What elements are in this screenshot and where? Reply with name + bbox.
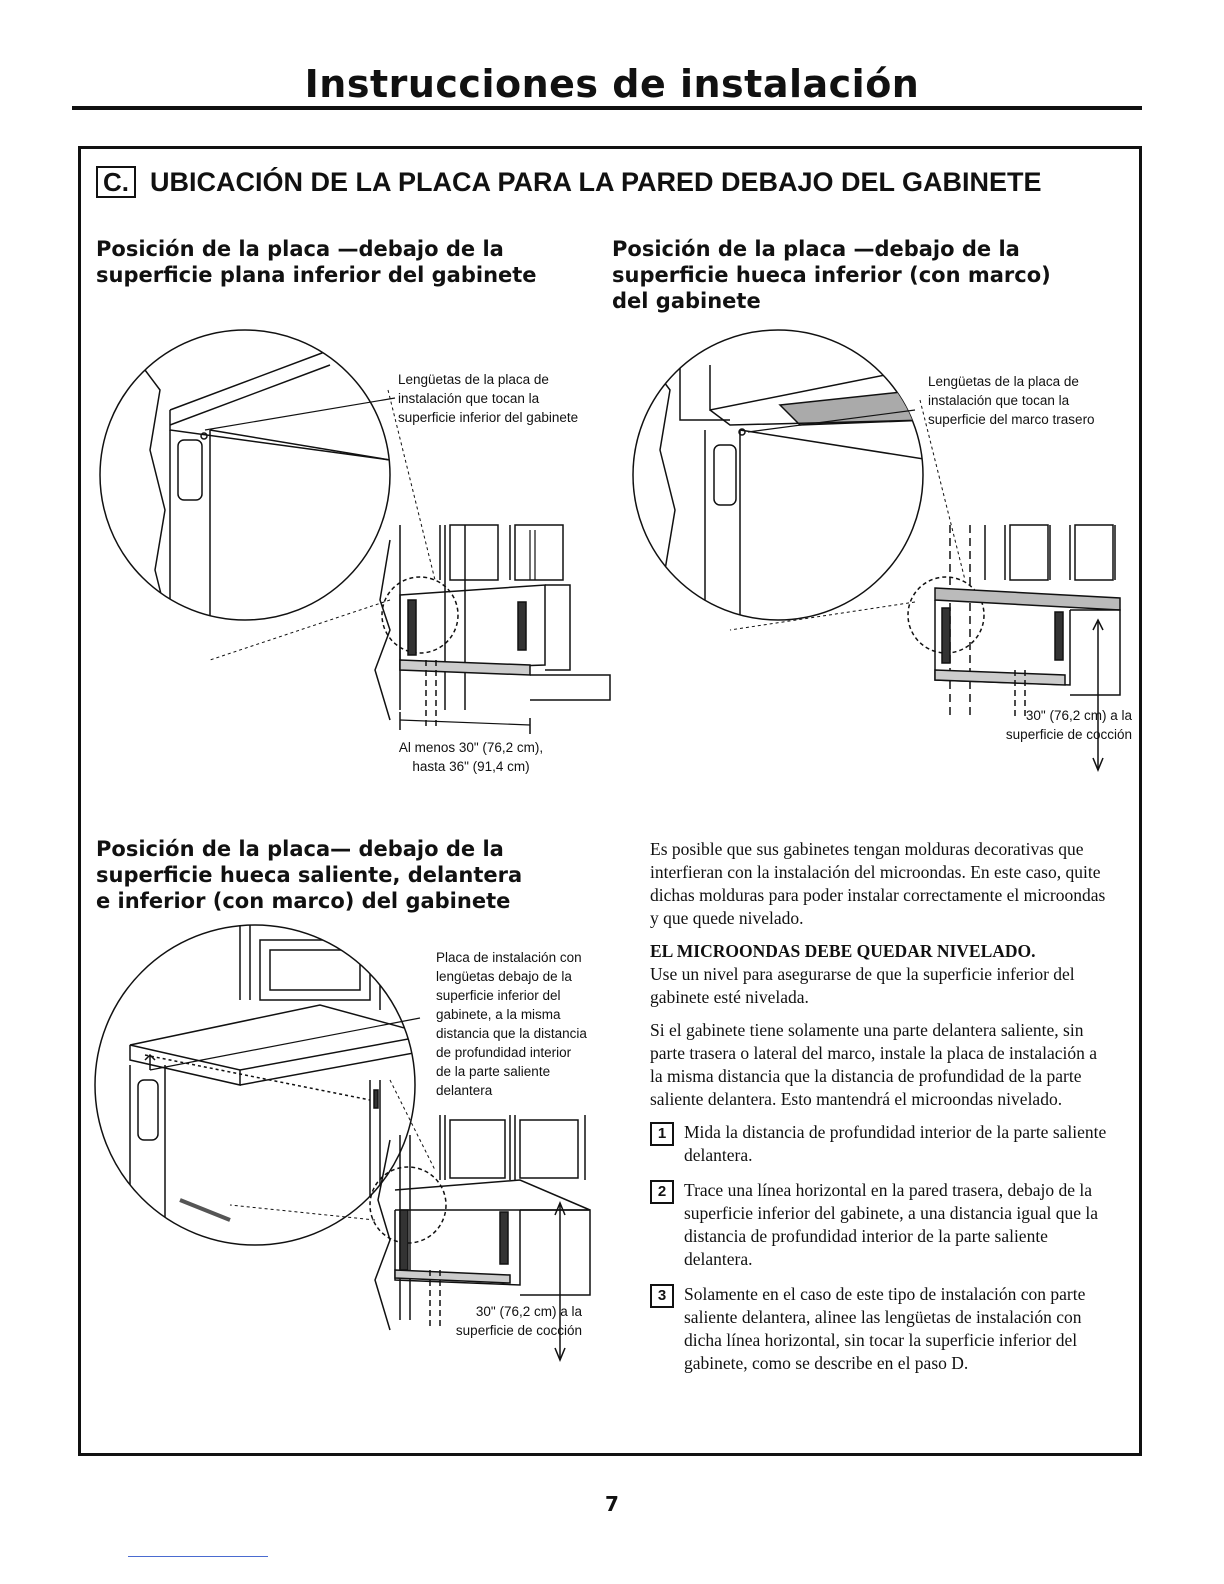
callout-line: superficie inferior del gabinete xyxy=(398,410,579,425)
section-letter: C. xyxy=(96,166,136,198)
page-number: 7 xyxy=(605,1492,619,1516)
step-text: Mida la distancia de profundidad interior de la parte saliente delantera. xyxy=(684,1122,1107,1165)
heading-line: superficie hueca inferior (con marco) xyxy=(612,263,1051,287)
dimension-label-30-36 xyxy=(386,738,556,776)
step-number: 1 xyxy=(650,1122,674,1146)
step-1 xyxy=(650,1121,1110,1167)
step-text: Solamente en el caso de este tipo de instalación con parte saliente delantera, alinee las lengüetas de instalación con dicha línea horizontal, sin tocar la superficie inferior del gabinete, como se describe en el paso D. xyxy=(684,1284,1086,1373)
callout-line: delantera xyxy=(436,1083,493,1098)
heading-line: superficie plana inferior del gabinete xyxy=(96,263,537,287)
callout-line: de la parte saliente xyxy=(436,1064,551,1079)
dimension-line: 30" (76,2 cm) a la xyxy=(475,1304,582,1319)
heading-line: Posición de la placa —debajo de la xyxy=(612,237,1020,261)
dimension-line: 30" (76,2 cm) a la xyxy=(1025,708,1132,723)
callout-plate-front-overhang xyxy=(436,948,587,1100)
callout-line: de profundidad interior xyxy=(436,1045,572,1060)
callout-line: Lengüetas de la placa de xyxy=(398,372,549,387)
callout-line: instalación que tocan la xyxy=(398,391,540,406)
step-number: 2 xyxy=(650,1180,674,1204)
dimension-line: hasta 36" (91,4 cm) xyxy=(412,759,530,774)
dimension-label-30-cooktop-3 xyxy=(432,1302,582,1340)
section-heading xyxy=(96,166,1042,198)
dimension-line: Al menos 30" (76,2 cm), xyxy=(398,740,544,755)
subsection-1-heading xyxy=(96,236,537,288)
intro-paragraph: Es posible que sus gabinetes tengan molduras decorativas que interfieran con la instalación del microondas. En este caso, quite dichas molduras para poder instalar correctamente el microondas y que quede nivelado. xyxy=(650,839,1106,928)
callout-tabs-bottom-surface xyxy=(398,370,578,427)
heading-line: del gabinete xyxy=(612,289,761,313)
level-heading: EL MICROONDAS DEBE QUEDAR NIVELADO. xyxy=(650,941,1036,961)
dimension-line: superficie de cocción xyxy=(1005,727,1132,742)
subsection-2-heading xyxy=(612,236,1051,314)
front-only-paragraph: Si el gabinete tiene solamente una parte delantera saliente, sin parte trasera o lateral del marco, instale la placa de instalación a la misma distancia que la distancia de profundidad de la parte saliente delantera. Esto mantendrá el microondas nivelado. xyxy=(650,1020,1097,1109)
callout-line: gabinete, a la misma xyxy=(436,1007,561,1022)
dimension-label-30-cooktop xyxy=(982,706,1132,744)
callout-leader-line xyxy=(205,398,395,430)
heading-line: superficie hueca saliente, delantera xyxy=(96,863,523,887)
heading-line: Posición de la placa —debajo de la xyxy=(96,237,504,261)
callout-line: superficie inferior del xyxy=(436,988,561,1003)
heading-line: e inferior (con marco) del gabinete xyxy=(96,889,511,913)
body-text xyxy=(650,838,1110,1387)
section-title: UBICACIÓN DE LA PLACA PARA LA PARED DEBAJO DEL GABINETE xyxy=(150,166,1042,197)
callout-line: lengüetas debajo de la xyxy=(436,969,572,984)
page-title: Instrucciones de instalación xyxy=(304,62,920,106)
step-2 xyxy=(650,1179,1110,1271)
step-3 xyxy=(650,1283,1110,1375)
callout-line: superficie del marco trasero xyxy=(928,412,1095,427)
heading-line: Posición de la placa— debajo de la xyxy=(96,837,504,861)
callout-line: distancia que la distancia xyxy=(436,1026,587,1041)
subsection-3-heading xyxy=(96,836,522,914)
callout-line: Lengüetas de la placa de xyxy=(928,374,1079,389)
callout-line: instalación que tocan la xyxy=(928,393,1070,408)
level-paragraph: Use un nivel para asegurarse de que la superficie inferior del gabinete esté nivelada. xyxy=(650,964,1075,1007)
callout-tabs-rear-frame xyxy=(928,372,1095,429)
step-number: 3 xyxy=(650,1284,674,1308)
title-rule xyxy=(72,106,1142,110)
footer-link-underline xyxy=(128,1556,268,1557)
dimension-line: superficie de cocción xyxy=(455,1323,582,1338)
step-text: Trace una línea horizontal en la pared trasera, debajo de la superficie inferior del gabinete, a una distancia igual que la distancia de profundidad interior de la parte saliente delantera. xyxy=(684,1180,1098,1269)
callout-line: Placa de instalación con xyxy=(436,950,582,965)
